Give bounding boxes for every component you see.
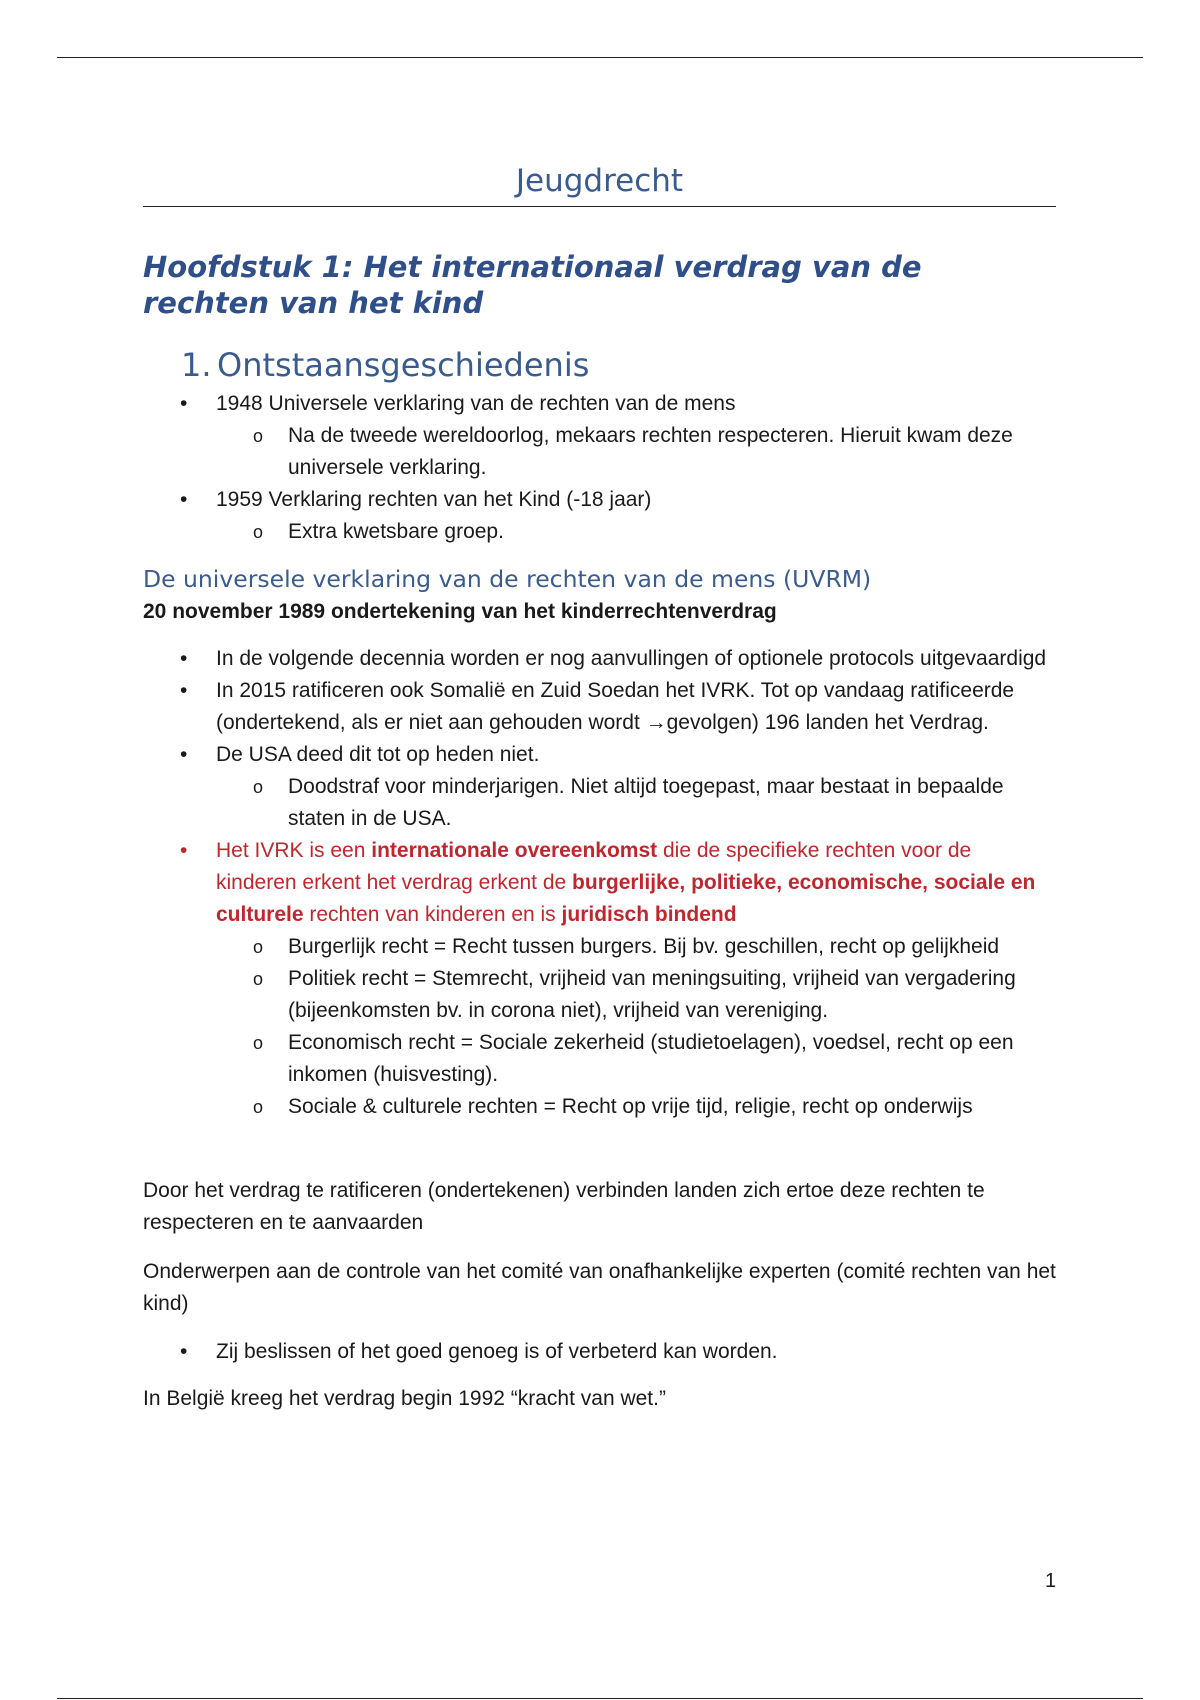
page-number: 1 (1045, 1570, 1057, 1592)
subheading-uvrm: De universele verklaring van de rechten van de mens (UVRM) (143, 565, 872, 593)
sub-list-item: o Extra kwetsbare groep. (143, 516, 1056, 548)
list-item: • 1948 Universele verklaring van de rechten van de mens (143, 388, 1056, 420)
section-heading (181, 345, 589, 385)
date-line: 20 november 1989 ondertekening van het kinderrechtenverdrag (143, 600, 777, 623)
section-number: 1. (181, 346, 212, 384)
ivrk-text-3: rechten van kinderen en is (303, 903, 562, 926)
document-title: Jeugdrecht (515, 163, 684, 199)
list-item: • Zij beslissen of het goed genoeg is of verbeterd kan worden. (143, 1336, 1056, 1368)
list-item: • 1959 Verklaring rechten van het Kind (-18 jaar) (143, 484, 1056, 516)
sub-list-item: o Doodstraf voor minderjarigen. Niet altijd toegepast, maar bestaat in bepaalde staten in de USA. (143, 771, 1056, 835)
paragraph-belgium: In België kreeg het verdrag begin 1992 “kracht van wet.” (143, 1387, 666, 1410)
list-item: • In de volgende decennia worden er nog aanvullingen of optionele protocols uitgevaardigd (143, 643, 1056, 675)
paragraph-ratify: Door het verdrag te ratificeren (ondertekenen) verbinden landen zich ertoe deze rechten te respecteren en te aanvaarden (143, 1179, 985, 1234)
list-item: • De USA deed dit tot op heden niet. (143, 739, 1056, 771)
ivrk-text-2: die de specifieke rechten voor de kinderen erkent het verdrag erkent de (216, 839, 972, 894)
ivrk-list-item (143, 835, 1056, 931)
ivrk-bold-1: internationale overeenkomst (371, 839, 658, 862)
history-list (143, 388, 1056, 548)
sub-list-item: o Economisch recht = Sociale zekerheid (studietoelagen), voedsel, recht op een inkomen (huisvesting). (143, 1027, 1056, 1091)
sub-list-item: o Burgerlijk recht = Recht tussen burgers. Bij bv. geschillen, recht op gelijkheid (143, 931, 1056, 963)
sub-list-item: o Politiek recht = Stemrecht, vrijheid van meningsuiting, vrijheid van vergadering (bijeenkomsten bv. in corona niet), vrijheid van vereniging. (143, 963, 1056, 1027)
treaty-list (143, 643, 1056, 1123)
ivrk-text-1: Het IVRK is een (216, 839, 372, 862)
section-title: Ontstaansgeschiedenis (217, 346, 590, 384)
ivrk-bold-3: juridisch bindend (561, 903, 737, 926)
header-rule (57, 57, 1143, 58)
title-underline (143, 206, 1056, 207)
footer-rule (57, 1698, 1143, 1699)
sub-list-item: o Na de tweede wereldoorlog, mekaars rechten respecteren. Hieruit kwam deze universele verklaring. (143, 420, 1056, 484)
sub-list-item: o Sociale & culturele rechten = Recht op vrije tijd, religie, recht op onderwijs (143, 1091, 1056, 1123)
paragraph-committee: Onderwerpen aan de controle van het comité van onafhankelijke experten (comité rechten van het kind) (143, 1260, 1056, 1315)
chapter-heading: Hoofdstuk 1: Het internationaal verdrag van de rechten van het kind (143, 250, 922, 320)
committee-list (143, 1336, 1056, 1368)
ivrk-bold-2: burgerlijke, politieke, economische, sociale en culturele (216, 871, 1036, 926)
list-item: • In 2015 ratificeren ook Somalië en Zuid Soedan het IVRK. Tot op vandaag ratificeerde (ondertekend, als er niet aan gehouden wordt →gevolgen) 196 landen het Verdrag. (143, 675, 1056, 739)
